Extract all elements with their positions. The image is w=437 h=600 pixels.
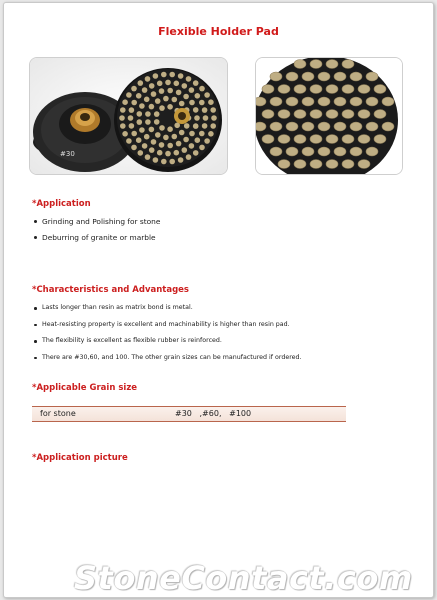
segment-dot: [334, 122, 346, 131]
application-item: Grinding and Polishing for stone: [34, 217, 160, 233]
segment-dot: [122, 99, 128, 105]
segment-dot: [318, 122, 330, 131]
segment-dot: [142, 143, 148, 149]
segment-dot: [144, 97, 150, 103]
segment-dot: [211, 115, 217, 121]
segment-dot: [155, 132, 161, 138]
application-picture-heading: *Application picture: [32, 453, 128, 463]
segment-dot: [182, 147, 188, 153]
segment-dot: [326, 85, 338, 94]
segment-dot: [278, 85, 290, 94]
segment-dot: [126, 92, 132, 98]
segment-dot: [278, 135, 290, 144]
segment-dot: [374, 85, 386, 94]
segment-dot: [342, 85, 354, 94]
segment-dot: [318, 72, 330, 81]
segment-dot: [294, 60, 306, 69]
segment-dot: [139, 127, 145, 133]
segment-dot: [165, 80, 171, 86]
segment-dot: [326, 135, 338, 144]
segment-dot: [199, 145, 205, 151]
segment-dot: [270, 147, 282, 156]
segment-dot: [310, 60, 322, 69]
segment-dot: [129, 123, 135, 129]
segment-dot: [382, 97, 394, 106]
segment-dot: [334, 97, 346, 106]
disc-grit-label: #30: [60, 150, 75, 158]
segment-dot: [310, 85, 322, 94]
segment-dot: [193, 123, 199, 129]
characteristics-item: The flexibility is excellent as flexible rubber is reinforced.: [34, 337, 302, 354]
holder-pad-photo: [30, 58, 227, 174]
segment-dot: [302, 147, 314, 156]
characteristics-item: Heat-resisting property is excellent and machinability is higher than resin pad.: [34, 321, 302, 338]
segment-dot: [149, 147, 155, 153]
segment-dot: [195, 93, 201, 99]
segment-dot: [366, 147, 378, 156]
segment-dot: [153, 73, 159, 79]
segment-dot: [278, 110, 290, 119]
segment-dot: [172, 134, 178, 140]
segment-dot: [138, 150, 144, 156]
segment-dot: [145, 119, 151, 125]
application-item: Deburring of granite or marble: [34, 233, 160, 249]
segment-dot: [179, 101, 185, 107]
segment-dot: [193, 107, 199, 113]
segment-dot: [256, 97, 266, 106]
segment-dot: [136, 137, 142, 143]
segment-dot: [155, 98, 161, 104]
segment-dot: [286, 97, 298, 106]
segment-dot: [202, 107, 208, 113]
segment-dot: [131, 100, 137, 106]
segment-dot: [358, 135, 370, 144]
segment-dot: [131, 131, 137, 137]
segment-dot: [199, 131, 205, 137]
segment-dot: [203, 115, 209, 121]
segment-dot: [350, 122, 362, 131]
segment-dot: [145, 111, 151, 117]
segment-dot: [176, 141, 182, 147]
segment-dot: [178, 73, 184, 79]
segment-dot: [145, 76, 151, 82]
watermark-logo: StoneContact.com: [74, 559, 413, 597]
segment-dot: [366, 122, 378, 131]
segment-dot: [310, 160, 322, 169]
segment-dot: [139, 103, 145, 109]
segment-dot: [154, 119, 160, 125]
segment-dot: [358, 110, 370, 119]
grain-size-values: #30 ,#60, #100: [175, 409, 252, 418]
segment-dot: [174, 150, 180, 156]
segment-dot: [286, 147, 298, 156]
segment-dot: [182, 83, 188, 89]
segment-dot: [193, 80, 199, 86]
segment-dot: [334, 147, 346, 156]
segment-dot: [310, 135, 322, 144]
segment-dot: [358, 85, 370, 94]
segment-dot: [149, 127, 155, 133]
segment-dot: [159, 105, 165, 111]
segment-dot: [151, 139, 157, 145]
segment-dot: [174, 81, 180, 87]
segment-dot: [302, 97, 314, 106]
segment-dot: [342, 160, 354, 169]
segment-dot: [159, 142, 165, 148]
product-photo-right: [255, 57, 403, 175]
segment-dot: [149, 104, 155, 110]
segment-dot: [374, 110, 386, 119]
segment-dot: [142, 87, 148, 93]
characteristics-heading: *Characteristics and Advantages: [32, 285, 189, 295]
segment-dot: [204, 138, 210, 144]
segment-dot: [183, 137, 189, 143]
segment-dot: [122, 131, 128, 137]
segment-dot: [186, 76, 192, 82]
segment-dot: [169, 72, 175, 78]
segment-dot: [342, 60, 354, 69]
segment-dot: [342, 110, 354, 119]
segment-dot: [350, 72, 362, 81]
segment-dot: [270, 122, 282, 131]
segment-dot: [131, 145, 137, 151]
segment-dot: [167, 104, 173, 110]
segment-dot: [183, 94, 189, 100]
application-heading: *Application: [32, 199, 91, 209]
segment-dot: [374, 135, 386, 144]
segment-dot: [350, 97, 362, 106]
product-sheet: [3, 2, 434, 598]
segment-dot: [178, 157, 184, 163]
segment-dot: [366, 97, 378, 106]
segment-closeup-photo: [256, 58, 402, 174]
segment-dot: [131, 86, 137, 92]
segment-dot: [167, 126, 173, 132]
segment-dot: [302, 122, 314, 131]
segment-dot: [137, 111, 143, 117]
segment-dot: [186, 154, 192, 160]
segment-dot: [157, 150, 163, 156]
segment-dot: [208, 131, 214, 137]
segment-dot: [189, 143, 195, 149]
segment-dot: [119, 115, 125, 121]
segment-dot: [138, 80, 144, 86]
segment-dot: [136, 93, 142, 99]
segment-dot: [202, 123, 208, 129]
segment-dot: [184, 123, 190, 129]
segment-dot: [262, 110, 274, 119]
segment-dot: [326, 60, 338, 69]
page-title: Flexible Holder Pad: [158, 25, 279, 38]
grain-size-heading: *Applicable Grain size: [32, 383, 138, 393]
segment-dot: [318, 97, 330, 106]
segment-dot: [318, 147, 330, 156]
segment-dot: [137, 119, 143, 125]
application-list: [34, 217, 160, 249]
segment-dot: [189, 87, 195, 93]
segment-dot: [120, 107, 126, 113]
segment-dot: [149, 83, 155, 89]
segment-dot: [208, 99, 214, 105]
segment-dot: [256, 122, 266, 131]
segment-dot: [159, 88, 165, 94]
segment-dot: [153, 157, 159, 163]
segment-dot: [163, 96, 169, 102]
segment-dot: [342, 135, 354, 144]
segment-dot: [172, 97, 178, 103]
segment-dot: [294, 85, 306, 94]
segment-dot: [326, 110, 338, 119]
segment-dot: [193, 150, 199, 156]
characteristics-list: [34, 304, 302, 370]
segment-dot: [358, 160, 370, 169]
segment-dot: [129, 107, 135, 113]
segment-dot: [194, 115, 200, 121]
segment-dot: [302, 72, 314, 81]
segment-dot: [310, 110, 322, 119]
segment-dot: [270, 72, 282, 81]
segment-dot: [161, 159, 167, 165]
segment-dot: [144, 134, 150, 140]
segment-dot: [189, 100, 195, 106]
grain-size-row: [32, 406, 346, 422]
segment-dot: [262, 85, 274, 94]
segment-dot: [204, 92, 210, 98]
segment-dot: [163, 135, 169, 141]
segment-dot: [165, 151, 171, 157]
segment-dot: [128, 115, 134, 121]
segment-dot: [145, 154, 151, 160]
segment-dot: [154, 111, 160, 117]
segment-dot: [326, 160, 338, 169]
segment-dot: [199, 86, 205, 92]
segment-dot: [210, 123, 216, 129]
segment-dot: [366, 72, 378, 81]
segment-dot: [350, 147, 362, 156]
segment-dot: [294, 135, 306, 144]
segment-dot: [169, 159, 175, 165]
segment-dot: [199, 100, 205, 106]
segment-dot: [210, 107, 216, 113]
segment-dot: [286, 72, 298, 81]
segment-dot: [179, 130, 185, 136]
segment-dot: [189, 131, 195, 137]
segment-dot: [286, 122, 298, 131]
segment-dot: [161, 72, 167, 78]
segment-dot: [294, 110, 306, 119]
segment-dot: [278, 160, 290, 169]
segment-dot: [159, 125, 165, 131]
segment-dot: [176, 90, 182, 96]
segment-dot: [382, 122, 394, 131]
segment-dot: [120, 123, 126, 129]
product-photo-left: [29, 57, 228, 175]
segment-dot: [126, 138, 132, 144]
grain-size-label: for stone: [40, 409, 76, 418]
characteristics-item: There are #30,60, and 100. The other grain sizes can be manufactured if ordered.: [34, 354, 302, 371]
segment-dot: [294, 160, 306, 169]
segment-dot: [167, 143, 173, 149]
segment-dot: [270, 97, 282, 106]
segment-dot: [167, 88, 173, 94]
segment-dot: [151, 91, 157, 97]
segment-dot: [195, 137, 201, 143]
segment-dot: [157, 81, 163, 87]
characteristics-item: Lasts longer than resin as matrix bond is metal.: [34, 304, 302, 321]
segment-dot: [334, 72, 346, 81]
segment-dot: [262, 135, 274, 144]
